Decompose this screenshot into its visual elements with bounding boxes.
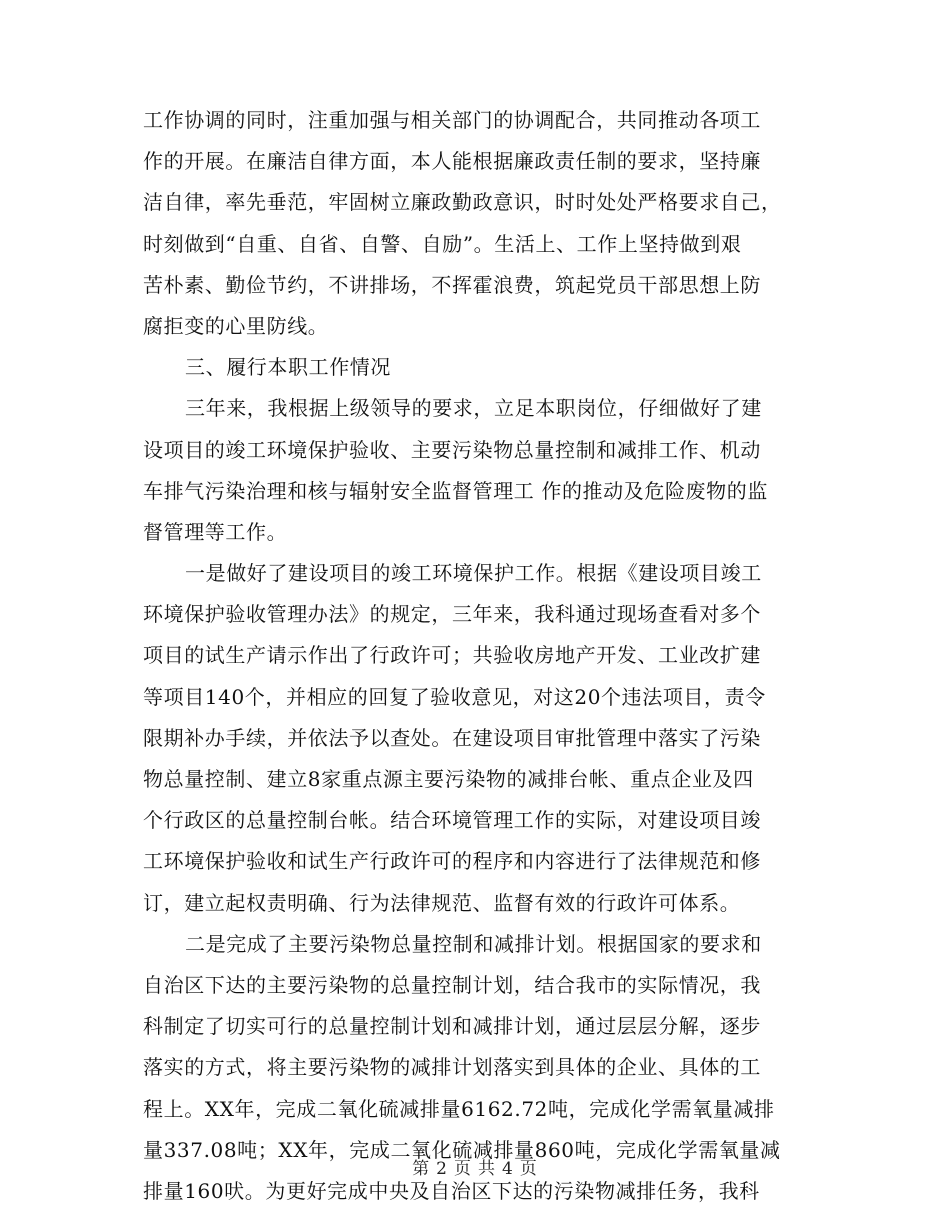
text-line: 腐拒变的心里防线。 xyxy=(143,313,329,338)
text-line: 时刻做到“自重、自省、自警、自励”。生活上、工作上坚持做到艰 xyxy=(143,231,742,256)
text-line: 等项目140个，并相应的回复了验收意见，对这20个违法项目，责令 xyxy=(143,684,766,709)
text-line: 环境保护验收管理办法》的规定，三年来，我科通过现场查看对多个 xyxy=(143,602,761,627)
page-footer xyxy=(0,1154,950,1179)
text-line: 苦朴素、勤俭节约，不讲排场，不挥霍浪费，筑起党员干部思想上防 xyxy=(143,272,761,297)
text-line: 排量160吠。为更好完成中央及自治区下达的污染物减排任务，我科 xyxy=(143,1178,760,1203)
text-line: 一是做好了建设项目的竣工环境保护工作。根据《建设项目竣工 xyxy=(185,561,762,586)
text-line: 洁自律，率先垂范，牢固树立廉政勤政意识，时时处处严格要求自己， xyxy=(143,190,782,215)
text-line: 作的开展。在廉洁自律方面，本人能根据廉政责任制的要求，坚持廉 xyxy=(143,149,761,174)
text-line: 工环境保护验收和试生产行政许可的程序和内容进行了法律规范和修 xyxy=(143,849,761,874)
text-line: 科制定了切实可行的总量控制计划和减排计划，通过层层分解，逐步 xyxy=(143,1014,761,1039)
text-line: 设项目的竣工环境保护验收、主要污染物总量控制和减排工作、机动 xyxy=(143,437,761,462)
footer-page-word: 页 xyxy=(454,1159,472,1179)
text-line: 订，建立起权责明确、行为法律规范、监督有效的行政许可体系。 xyxy=(143,890,741,915)
footer-prefix: 第 xyxy=(412,1159,431,1179)
document-body xyxy=(143,100,811,1212)
text-line: 自治区下达的主要污染物的总量控制计划，结合我市的实际情况，我 xyxy=(143,972,761,997)
footer-total-word: 共 xyxy=(478,1159,496,1179)
text-line: 督管理等工作。 xyxy=(143,519,288,544)
text-line: 物总量控制、建立8家重点源主要污染物的减排台帐、重点企业及四 xyxy=(143,767,754,791)
text-line: 车排气污染治理和核与辐射安全监督管理工 作的推动及危险废物的监 xyxy=(143,478,768,503)
total-pages: 4 xyxy=(502,1159,514,1179)
text-line: 落实的方式，将主要污染物的减排计划落实到具体的企业、具体的工 xyxy=(143,1055,761,1080)
page-number: 2 xyxy=(436,1159,448,1179)
text-line: 三年来，我根据上级领导的要求，立足本职岗位，仔细做好了建 xyxy=(185,396,762,421)
text-line: 量337.08吨；XX年，完成二氧化硫减排量860吨，完成化学需氧量减 xyxy=(143,1137,781,1162)
text-line: 二是完成了主要污染物总量控制和减排计划。根据国家的要求和 xyxy=(185,931,762,956)
text-line: 个行政区的总量控制台帐。结合环境管理工作的实际，对建设项目竣 xyxy=(143,808,761,833)
text-line: 工作协调的同时，注重加强与相关部门的协调配合，共同推动各项工 xyxy=(143,108,761,132)
text-line: 程上。XX年，完成二氧化硫减排量6162.72吨，完成化学需氧量减排 xyxy=(143,1096,775,1121)
text-line: 限期补办手续，并依法予以查处。在建设项目审批管理中落实了污染 xyxy=(143,725,761,750)
text-line: 项目的试生产请示作出了行政许可；共验收房地产开发、工业改扩建 xyxy=(143,643,761,668)
section-heading: 三、履行本职工作情况 xyxy=(185,355,391,380)
footer-suffix: 页 xyxy=(519,1159,538,1179)
